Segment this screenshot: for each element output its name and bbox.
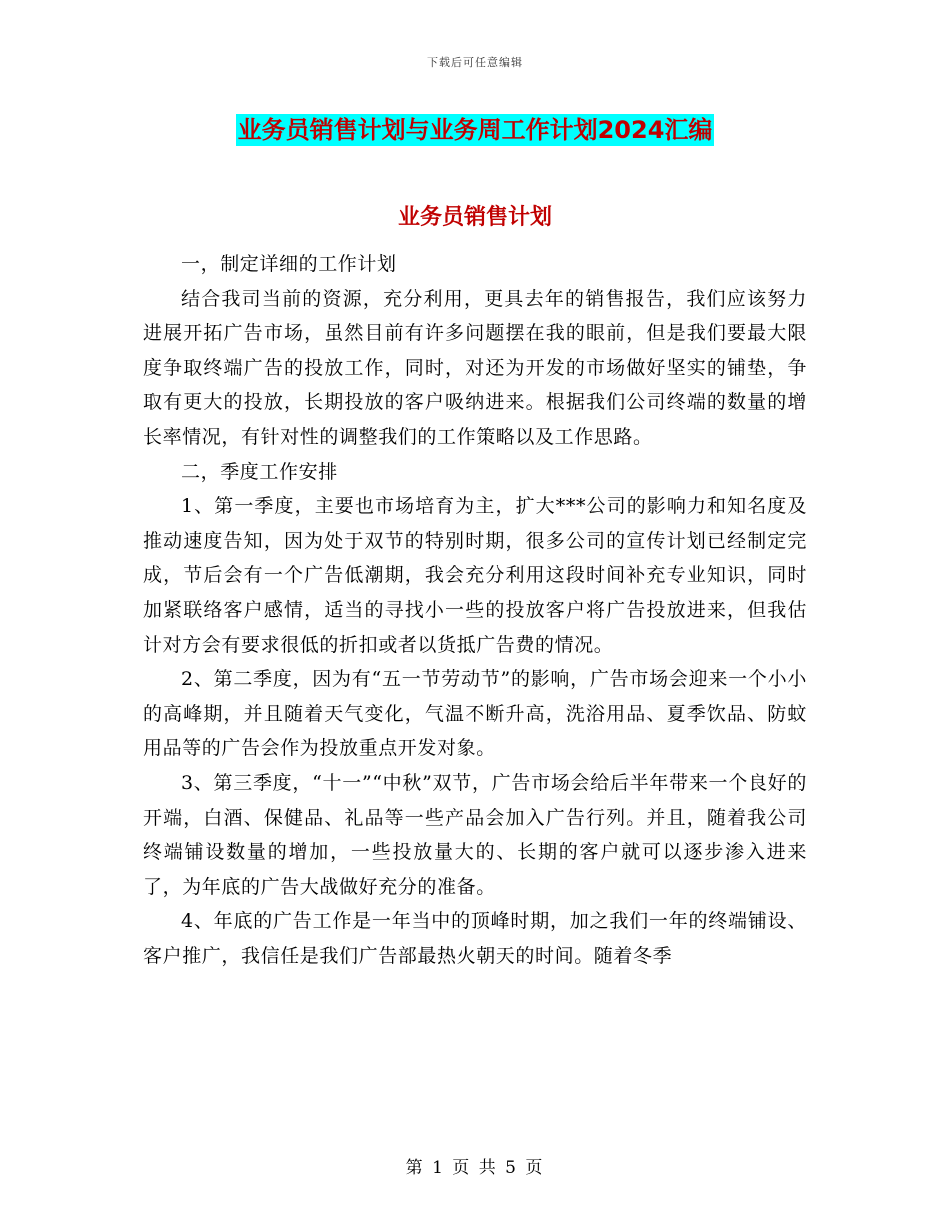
- paragraph: 结合我司当前的资源，充分利用，更具去年的销售报告，我们应该努力进展开拓广告市场，虽然目前有许多问题摆在我的眼前，但是我们要最大限度争取终端广告的投放工作，同时，对还为开发的市场做好坚实的铺垫，争取有更大的投放，长期投放的客户吸纳进来。根据我们公司终端的数量的增长率情况，有针对性的调整我们的工作策略以及工作思路。: [143, 287, 807, 448]
- paragraph: 3、第三季度，“十一”“中秋”双节，广告市场会给后半年带来一个良好的开端，白酒、保健品、礼品等一些产品会加入广告行列。并且，随着我公司终端铺设数量的增加，一些投放量大的、长期的客户就可以逐步渗入进来了，为年底的广告大战做好充分的准备。: [143, 771, 807, 898]
- paragraph: 1、第一季度，主要也市场培育为主，扩大***公司的影响力和知名度及推动速度告知，因为处于双节的特别时期，很多公司的宣传计划已经制定完成，节后会有一个广告低潮期，我会充分利用这段时间补充专业知识，同时加紧联络客户感情，适当的寻找小一些的投放客户将广告投放进来，但我估计对方会有要求很低的折扣或者以货抵广告费的情况。: [143, 495, 807, 656]
- header-note: 下载后可任意编辑: [427, 56, 523, 69]
- paragraph-heading-2: 二，季度工作安排: [181, 460, 338, 483]
- paragraph: 2、第二季度，因为有“五一节劳动节”的影响，广告市场会迎来一个小小的高峰期，并且随着天气变化，气温不断升高，洗浴用品、夏季饮品、防蚊用品等的广告会作为投放重点开发对象。: [143, 668, 807, 760]
- page-footer: 第 1 页 共 5 页: [405, 1158, 545, 1178]
- section-title: 业务员销售计划: [397, 205, 552, 230]
- body-text: [143, 247, 807, 973]
- paragraph-heading-1: 一，制定详细的工作计划: [181, 253, 397, 275]
- paragraph: 4、年底的广告工作是一年当中的顶峰时期，加之我们一年的终端铺设、客户推广，我信任是我们广告部最热火朝天的时间。随着冬季: [143, 910, 807, 967]
- document-title: 业务员销售计划与业务周工作计划2024汇编: [237, 116, 713, 144]
- document-title-wrap: [0, 114, 950, 146]
